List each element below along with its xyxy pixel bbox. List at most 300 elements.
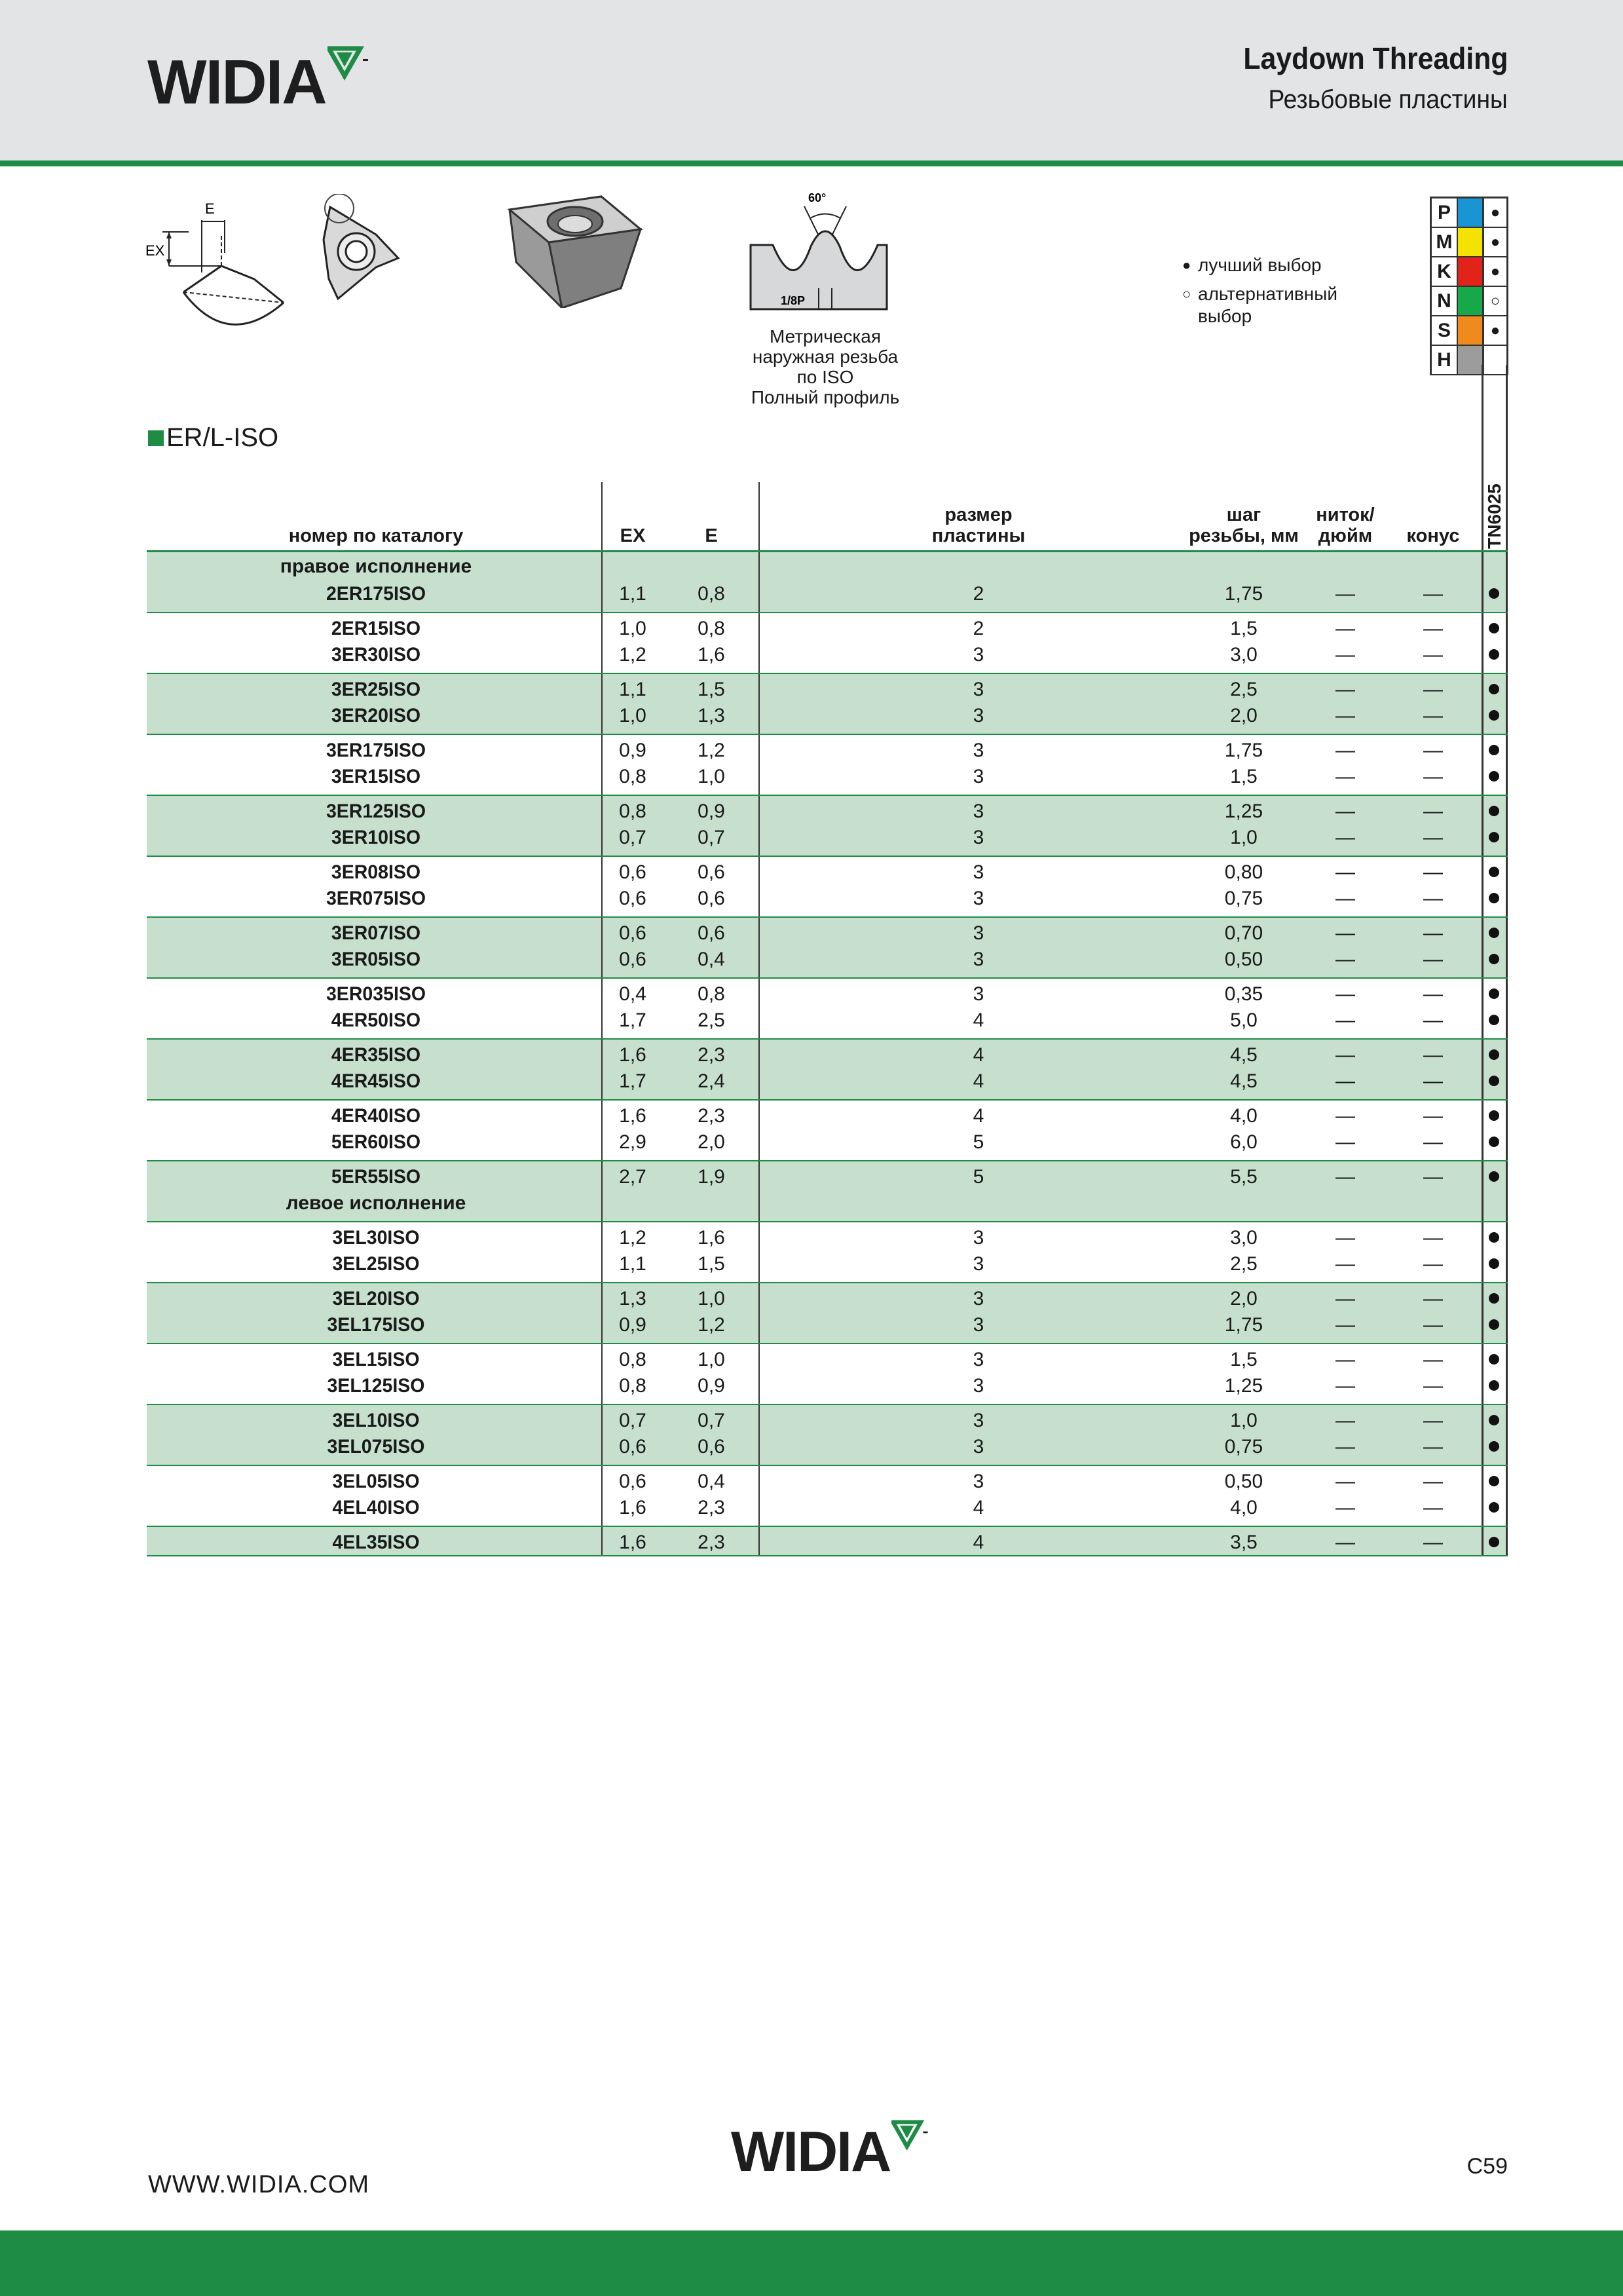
thread-pitch: 2,0 (1230, 1288, 1258, 1309)
threads-per-inch: — (1335, 705, 1355, 726)
section-title (148, 423, 278, 453)
column-divider (601, 674, 603, 734)
ex-value: 1,6 (619, 1105, 646, 1127)
catalog-number: 3EL175ISO (327, 1314, 425, 1336)
column-divider (1482, 1466, 1483, 1526)
insert-size: 3 (973, 1227, 984, 1249)
taper-value: — (1423, 1166, 1443, 1188)
column-divider (601, 796, 603, 856)
catalog-number: 3EL05ISO (332, 1471, 420, 1492)
header-tpi-line: ниток/ (1316, 504, 1375, 525)
ex-value: 0,8 (619, 766, 646, 787)
iso-group-row (1430, 228, 1508, 257)
iso-group-mark: ● (1484, 257, 1508, 286)
column-divider (1506, 1040, 1508, 1099)
thread-pitch: 1,0 (1230, 827, 1258, 848)
iso-group-letter: M (1430, 228, 1458, 256)
e-value: 0,6 (698, 861, 725, 883)
best-choice-dot-icon (1489, 893, 1499, 903)
insert-size: 3 (973, 1253, 984, 1275)
section-title-text: ER/L-ISO (166, 423, 279, 452)
insert-size: 3 (973, 1410, 984, 1431)
iso-group-mark: ● (1484, 198, 1508, 227)
column-divider (1482, 1344, 1483, 1404)
catalog-number: 3ER07ISO (331, 922, 421, 944)
threads-per-inch: — (1335, 1288, 1355, 1309)
ex-value: 2,9 (619, 1131, 646, 1153)
taper-value: — (1423, 888, 1443, 909)
best-choice-dot-icon (1489, 1380, 1499, 1391)
insert-size: 4 (973, 1009, 984, 1031)
taper-value: — (1423, 1105, 1443, 1127)
column-divider (601, 735, 603, 795)
footer-brand-wordmark: WIDIA (731, 2120, 891, 2183)
table-row-group (147, 674, 1508, 735)
taper-value: — (1423, 1314, 1443, 1336)
thread-pitch: 1,75 (1224, 583, 1263, 605)
taper-value: — (1423, 583, 1443, 605)
thread-pitch: 0,75 (1224, 888, 1263, 909)
column-divider (601, 1466, 603, 1526)
insert-size: 2 (973, 583, 984, 605)
taper-value: — (1423, 766, 1443, 787)
taper-value: — (1423, 922, 1443, 944)
thread-pitch: 1,75 (1224, 740, 1263, 761)
table-row-group (147, 1283, 1508, 1344)
threads-per-inch: — (1335, 1070, 1355, 1092)
threads-per-inch: — (1335, 1105, 1355, 1127)
profile-caption (720, 326, 930, 407)
threads-per-inch: — (1335, 644, 1355, 666)
table-row-group (147, 979, 1508, 1040)
column-divider (1482, 918, 1483, 977)
column-divider (758, 857, 760, 916)
ex-value: 1,2 (619, 644, 646, 666)
thread-pitch: 2,0 (1230, 705, 1258, 726)
page-subtitle: Резьбовые пластины (1268, 85, 1508, 114)
catalog-number: 4ER40ISO (331, 1105, 421, 1127)
header-catalog: номер по каталогу (288, 525, 464, 546)
legend-best (1182, 254, 1337, 276)
insert-size: 5 (973, 1131, 984, 1153)
ex-value: 0,7 (619, 827, 646, 848)
column-divider (1482, 735, 1483, 795)
e-value: 1,2 (698, 1314, 725, 1336)
catalog-number: 3ER035ISO (326, 983, 426, 1005)
column-divider (601, 1344, 603, 1404)
threads-per-inch: — (1335, 583, 1355, 605)
ex-value: 0,6 (619, 922, 646, 944)
column-divider (758, 735, 760, 795)
table-row-group (147, 613, 1508, 674)
grade-column-line (1482, 365, 1483, 482)
best-choice-dot-icon (1489, 1049, 1499, 1060)
catalog-number: 2ER15ISO (331, 618, 421, 639)
best-choice-dot-icon (1489, 1258, 1499, 1269)
best-choice-dot-icon (1489, 954, 1499, 964)
taper-value: — (1423, 679, 1443, 700)
e-value: 2,0 (698, 1131, 725, 1153)
header-size (900, 504, 1057, 546)
iso-group-mark: ● (1484, 316, 1508, 345)
iso-group-row (1430, 198, 1508, 228)
taper-value: — (1423, 1349, 1443, 1370)
thread-profile-diagram (747, 190, 891, 318)
taper-value: — (1423, 1009, 1443, 1031)
caption-line: Метрическая (769, 326, 882, 347)
column-divider (601, 1101, 603, 1160)
taper-value: — (1423, 740, 1443, 761)
best-choice-dot-icon (1489, 1415, 1499, 1425)
angle-label: 60° (808, 191, 827, 204)
column-divider (758, 1222, 760, 1282)
thread-pitch: 6,0 (1230, 1131, 1258, 1153)
best-choice-dot-icon (1489, 771, 1499, 781)
threads-per-inch: — (1335, 1471, 1355, 1492)
ex-value: 1,6 (619, 1044, 646, 1066)
threads-per-inch: — (1335, 1044, 1355, 1066)
threads-per-inch: — (1335, 618, 1355, 639)
legend-best-label: лучший выбор (1198, 255, 1322, 275)
column-divider (758, 796, 760, 856)
ex-value: 0,6 (619, 1436, 646, 1458)
thread-pitch: 0,35 (1224, 983, 1263, 1005)
ex-value: 0,8 (619, 800, 646, 822)
taper-value: — (1423, 1471, 1443, 1492)
widia-triangle-icon (891, 2120, 929, 2160)
best-choice-dot-icon (1489, 832, 1499, 842)
table-row-group (147, 857, 1508, 918)
insert-top-view (318, 194, 413, 312)
best-choice-dot-icon (1489, 1537, 1499, 1547)
header-e: E (705, 525, 718, 546)
thread-pitch: 0,70 (1224, 922, 1263, 944)
column-divider (601, 1527, 603, 1555)
table-row-group (147, 1040, 1508, 1101)
table-row-group (147, 1222, 1508, 1283)
column-divider (1506, 613, 1508, 673)
table-row-group (147, 552, 1508, 613)
insert-table (147, 482, 1508, 1556)
header-ex: EX (620, 525, 646, 546)
ex-value: 0,6 (619, 888, 646, 909)
column-divider (1482, 613, 1483, 673)
e-value: 0,8 (698, 583, 725, 605)
catalog-number: 4ER50ISO (331, 1009, 421, 1031)
column-divider (758, 1405, 760, 1465)
grade-column-line (1506, 365, 1508, 482)
column-divider (758, 1466, 760, 1526)
taper-value: — (1423, 827, 1443, 848)
insert-size: 4 (973, 1070, 984, 1092)
page-number: C59 (1466, 2154, 1508, 2179)
thread-pitch: 2,5 (1230, 679, 1258, 700)
insert-size: 3 (973, 1471, 984, 1492)
iso-group-mark: ○ (1484, 287, 1508, 315)
column-divider (758, 918, 760, 977)
insert-size: 3 (973, 1349, 984, 1370)
best-choice-dot-icon (1489, 1076, 1499, 1086)
threads-per-inch: — (1335, 1131, 1355, 1153)
legend-alt-label-line: выбор (1198, 306, 1252, 326)
column-divider (601, 857, 603, 916)
taper-value: — (1423, 861, 1443, 883)
column-divider (601, 1405, 603, 1465)
thread-pitch: 5,0 (1230, 1009, 1258, 1031)
ex-value: 0,6 (619, 861, 646, 883)
insert-size: 4 (973, 1044, 984, 1066)
thread-pitch: 3,0 (1230, 1227, 1258, 1249)
ex-value: 1,7 (619, 1009, 646, 1031)
legend-alt-label-line: альтернативный (1198, 284, 1337, 304)
catalog-number: 4ER35ISO (331, 1044, 421, 1066)
ex-value: 1,7 (619, 1070, 646, 1092)
thread-pitch: 1,5 (1230, 766, 1258, 787)
threads-per-inch: — (1335, 800, 1355, 822)
selection-legend (1182, 254, 1337, 328)
catalog-number: 3ER08ISO (331, 861, 421, 883)
ex-value: 0,9 (619, 1314, 646, 1336)
column-divider (1482, 857, 1483, 916)
catalog-number: 4ER45ISO (331, 1070, 421, 1092)
iso-group-row (1430, 257, 1508, 287)
ex-value: 0,6 (619, 1471, 646, 1492)
e-value: 0,4 (698, 1471, 725, 1492)
insert-size: 3 (973, 644, 984, 666)
best-choice-dot-icon (1489, 1137, 1499, 1147)
e-value: 0,9 (698, 800, 725, 822)
ex-value: 1,2 (619, 1227, 646, 1249)
footer-url[interactable]: WWW.WIDIA.COM (148, 2171, 370, 2198)
column-divider (758, 613, 760, 673)
ex-value: 1,3 (619, 1288, 646, 1309)
column-divider (1506, 857, 1508, 916)
thread-pitch: 4,5 (1230, 1044, 1258, 1066)
column-divider (1506, 1344, 1508, 1404)
orientation-label: левое исполнение (286, 1192, 466, 1214)
threads-per-inch: — (1335, 1253, 1355, 1275)
column-divider (1506, 1283, 1508, 1343)
table-header (147, 482, 1508, 552)
column-divider (758, 1283, 760, 1343)
insert-size: 5 (973, 1166, 984, 1188)
thread-pitch: 3,5 (1230, 1532, 1258, 1553)
e-value: 0,4 (698, 949, 725, 970)
iso-group-color-swatch (1458, 316, 1484, 345)
threads-per-inch: — (1335, 827, 1355, 848)
threads-per-inch: — (1335, 949, 1355, 970)
caption-line: по ISO (796, 367, 854, 387)
insert-size: 4 (973, 1105, 984, 1127)
best-choice-dot-icon (1489, 1110, 1499, 1121)
iso-group-row (1430, 316, 1508, 346)
ex-value: 2,7 (619, 1166, 646, 1188)
insert-size: 2 (973, 618, 984, 639)
e-value: 0,8 (698, 618, 725, 639)
table-row-group (147, 735, 1508, 796)
threads-per-inch: — (1335, 1009, 1355, 1031)
catalog-number: 5ER55ISO (331, 1166, 421, 1188)
e-value: 2,5 (698, 1009, 725, 1031)
iso-group-letter: N (1430, 287, 1458, 315)
taper-value: — (1423, 1253, 1443, 1275)
column-divider (758, 1344, 760, 1404)
catalog-number: 3EL075ISO (327, 1436, 425, 1458)
header-grade (1483, 482, 1506, 550)
column-divider (1482, 979, 1483, 1038)
catalog-number: 2ER175ISO (326, 583, 426, 605)
ex-value: 1,6 (619, 1497, 646, 1518)
header-tpi (1299, 504, 1391, 546)
insert-size: 3 (973, 705, 984, 726)
column-divider (1482, 1222, 1483, 1282)
column-divider (1506, 796, 1508, 856)
header-pitch-line: резьбы, мм (1189, 525, 1299, 546)
iso-group-letter: K (1430, 257, 1458, 286)
column-divider (1506, 1101, 1508, 1160)
green-square-icon (148, 430, 164, 446)
e-value: 1,5 (698, 1253, 725, 1275)
taper-value: — (1423, 1288, 1443, 1309)
iso-group-letter: S (1430, 316, 1458, 345)
best-choice-dot-icon (1489, 1441, 1499, 1452)
table-row-group (147, 1466, 1508, 1527)
threads-per-inch: — (1335, 888, 1355, 909)
e-value: 2,3 (698, 1497, 725, 1518)
column-divider (758, 482, 760, 550)
threads-per-inch: — (1335, 766, 1355, 787)
ex-value: 1,1 (619, 583, 646, 605)
threads-per-inch: — (1335, 983, 1355, 1005)
column-divider (1482, 1527, 1483, 1555)
iso-group-letter: P (1430, 198, 1458, 227)
column-divider (601, 1283, 603, 1343)
widia-triangle-icon (327, 46, 369, 92)
e-value: 2,3 (698, 1105, 725, 1127)
best-choice-dot-icon (1489, 1319, 1499, 1330)
column-divider (1482, 674, 1483, 734)
e-value: 0,7 (698, 1410, 725, 1431)
column-divider (1482, 1040, 1483, 1099)
taper-value: — (1423, 1410, 1443, 1431)
ex-value: 1,0 (619, 705, 646, 726)
column-divider (601, 1222, 603, 1282)
best-choice-dot-icon (1489, 1232, 1499, 1243)
widia-logo (147, 46, 369, 117)
threads-per-inch: — (1335, 1166, 1355, 1188)
catalog-number: 3ER10ISO (331, 827, 421, 848)
thread-pitch: 1,25 (1224, 1375, 1263, 1397)
best-choice-dot-icon (1489, 988, 1499, 999)
ex-label: EX (145, 242, 165, 259)
threads-per-inch: — (1335, 1532, 1355, 1553)
taper-value: — (1423, 1044, 1443, 1066)
iso-group-color-swatch (1458, 287, 1484, 315)
column-divider (1482, 552, 1483, 612)
legend-alt-label (1198, 283, 1337, 328)
insert-size: 3 (973, 861, 984, 883)
threads-per-inch: — (1335, 1436, 1355, 1458)
threads-per-inch: — (1335, 1497, 1355, 1518)
best-choice-dot-icon (1489, 623, 1499, 633)
open-dot-icon: ○ (1182, 286, 1191, 302)
catalog-number: 3ER20ISO (331, 705, 421, 726)
taper-value: — (1423, 1436, 1443, 1458)
best-choice-dot-icon (1489, 867, 1499, 877)
page-header (0, 0, 1623, 166)
iso-group-color-swatch (1458, 257, 1484, 286)
column-divider (1482, 1405, 1483, 1465)
best-choice-dot-icon (1489, 1502, 1499, 1513)
thread-pitch: 1,75 (1224, 1314, 1263, 1336)
filled-dot-icon: ● (1182, 257, 1191, 273)
table-row-group (147, 1344, 1508, 1405)
catalog-number: 5ER60ISO (331, 1131, 421, 1153)
e-value: 0,9 (698, 1375, 725, 1397)
column-divider (758, 1101, 760, 1160)
e-value: 0,6 (698, 1436, 725, 1458)
insert-size: 3 (973, 1375, 984, 1397)
insert-size: 3 (973, 983, 984, 1005)
column-divider (1482, 1283, 1483, 1343)
iso-group-letter: H (1430, 346, 1458, 374)
ex-value: 0,8 (619, 1349, 646, 1370)
taper-value: — (1423, 1227, 1443, 1249)
ex-value: 1,1 (619, 679, 646, 700)
insert-size: 3 (973, 1436, 984, 1458)
insert-size: 3 (973, 740, 984, 761)
header-taper: конус (1406, 525, 1460, 546)
grade-label: TN6025 (1484, 483, 1504, 549)
ex-value: 1,0 (619, 618, 646, 639)
caption-line: наружная резьба (752, 347, 899, 367)
ex-value: 0,4 (619, 983, 646, 1005)
catalog-number: 3ER125ISO (326, 800, 426, 822)
catalog-number: 3EL20ISO (332, 1288, 420, 1309)
e-value: 1,0 (698, 1288, 725, 1309)
column-divider (601, 1040, 603, 1099)
best-choice-dot-icon (1489, 1354, 1499, 1364)
column-divider (1506, 918, 1508, 977)
column-divider (1506, 1405, 1508, 1465)
taper-value: — (1423, 1131, 1443, 1153)
column-divider (758, 1161, 760, 1221)
column-divider (1506, 552, 1508, 612)
taper-value: — (1423, 949, 1443, 970)
threads-per-inch: — (1335, 679, 1355, 700)
taper-value: — (1423, 618, 1443, 639)
pitch-fraction-label: 1/8P (781, 294, 806, 307)
e-label: E (205, 200, 215, 217)
ex-value: 0,7 (619, 1410, 646, 1431)
thread-pitch: 0,75 (1224, 1436, 1263, 1458)
e-value: 1,6 (698, 644, 725, 666)
column-divider (1506, 1222, 1508, 1282)
taper-value: — (1423, 800, 1443, 822)
best-choice-dot-icon (1489, 1293, 1499, 1304)
header-size-line: размер (944, 504, 1013, 525)
thread-pitch: 0,50 (1224, 1471, 1263, 1492)
insert-size: 4 (973, 1532, 984, 1553)
threads-per-inch: — (1335, 740, 1355, 761)
iso-group-color-swatch (1458, 346, 1484, 374)
page-title: Laydown Threading (1242, 41, 1508, 75)
e-value: 1,3 (698, 705, 725, 726)
insert-size: 3 (973, 922, 984, 944)
best-choice-dot-icon (1489, 649, 1499, 660)
catalog-number: 4EL35ISO (332, 1532, 420, 1553)
thread-pitch: 0,80 (1224, 861, 1263, 883)
